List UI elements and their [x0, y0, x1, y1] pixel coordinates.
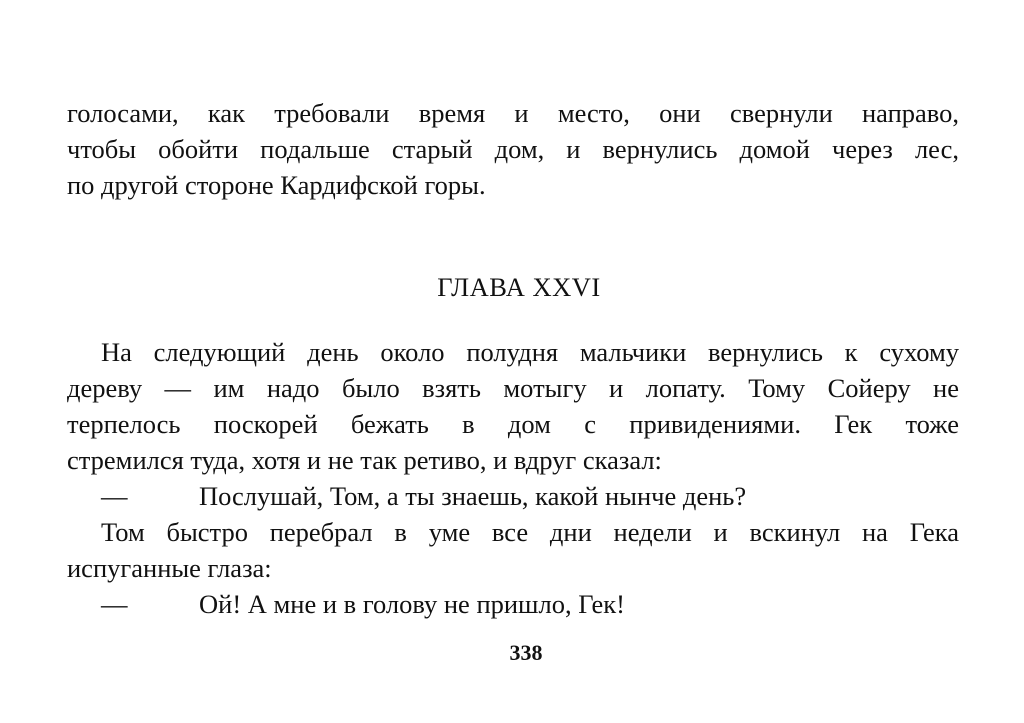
page-body: [67, 95, 959, 619]
paragraph-line: по другой стороне Кардифской горы.: [67, 170, 486, 200]
paragraph-line: голосами, как требовали время и место, они свернули направо,: [67, 98, 959, 128]
dialog-text: Послушай, Том, а ты знаешь, какой нынче день?: [199, 481, 747, 511]
dialog-dash: —: [101, 481, 128, 511]
dialog-line: [67, 478, 959, 514]
paragraph-line: дереву — им надо было взять мотыгу и лопату. Тому Сойеру не: [67, 373, 959, 403]
chapter-title: ГЛАВА XXVI: [437, 272, 601, 302]
paragraph-line: чтобы обойти подальше старый дом, и вернулись домой через лес,: [67, 134, 959, 164]
paragraph-line: На следующий день около полудня мальчики вернулись к сухому: [101, 337, 959, 367]
dialog-text: Ой! А мне и в голову не пришло, Гек!: [199, 589, 625, 619]
page-number: 338: [509, 640, 543, 665]
dialog-dash: —: [101, 589, 128, 619]
paragraph-line: Том быстро перебрал в уме все дни недели и вскинул на Гека: [101, 517, 959, 547]
dialog-line: [67, 586, 959, 622]
paragraph-line: испуганные глаза:: [67, 553, 272, 583]
paragraph-line: стремился туда, хотя и не так ретиво, и вдруг сказал:: [67, 445, 662, 475]
paragraph-line: терпелось поскорей бежать в дом с привидениями. Гек тоже: [67, 409, 959, 439]
chapter-text: [67, 334, 959, 622]
